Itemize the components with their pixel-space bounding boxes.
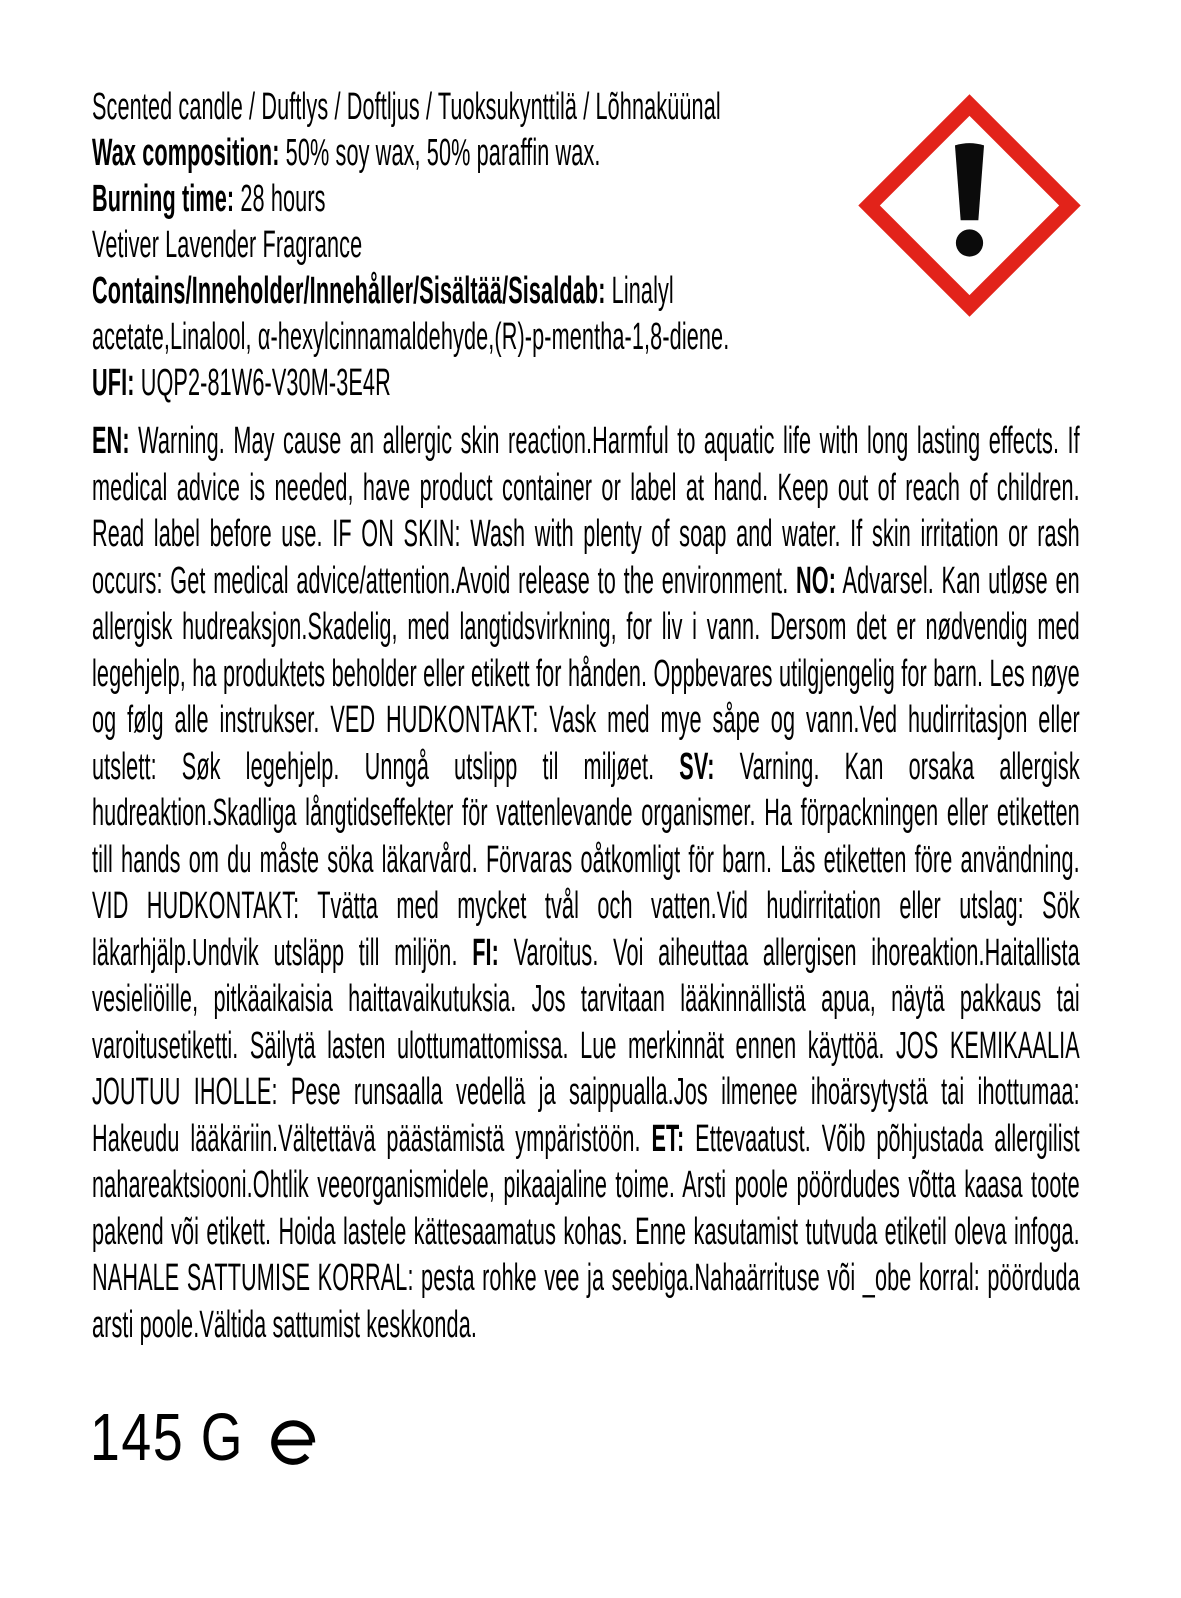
fragrance-line: Vetiver Lavender Fragrance <box>92 224 363 266</box>
language-code: FI: <box>472 931 499 974</box>
language-code: ET: <box>651 1117 685 1160</box>
ufi-line <box>92 360 1080 406</box>
wax-composition-value: 50% soy wax, 50% paraffin wax. <box>279 132 601 174</box>
net-weight-row <box>90 1400 316 1475</box>
estimated-sign-icon <box>270 1419 316 1466</box>
product-names-line: Scented candle / Duftlys / Doftljus / Tuoksukynttilä / Lõhnaküünal <box>92 86 721 128</box>
burning-time-line <box>92 176 1080 222</box>
label-text-column <box>92 84 1080 1348</box>
contains-continuation-line: acetate,Linalool, α-hexylcinnamaldehyde,(R)-p-mentha-1,8-diene. <box>92 316 730 358</box>
wax-composition-line <box>92 130 1080 176</box>
ufi-value: UQP2-81W6-V30M-3E4R <box>134 362 391 404</box>
hazard-warnings-paragraph: EN: Warning. May cause an allergic skin reaction.Harmful to aquatic life with long lasting effects. If medical advice is needed, have product container or label at hand. Keep out of reach of children. Read label before use. IF ON SKIN: Wash with plenty of soap and water. If skin irritation or rash occurs: Get medical advice/attention.Avoid release to the environment. NO: Advarsel. Kan utløse en allergisk hudreaksjon.Skadelig, med langtidsvirkning, for liv i vann. Dersom det er nødvendig med legehjelp, ha produktets beholder eller etikett for hånden. Oppbevares utilgjengelig for barn. Les nøye og følg alle instrukser. VED HUDKONTAKT: Vask med mye såpe og vann.Ved hudirritasjon eller utslett: Søk legehjelp. Unngå utslipp til miljøet. SV: Varning. Kan orsaka allergisk hudreaktion.Skadliga långtidseffekter för vattenlevande organismer. Ha förpackningen eller etiketten till hands om du måste söka läkarvård. Förvaras oåtkomligt för barn. Läs etiketten före användning. VID HUDKONTAKT: Tvätta med mycket tvål och vatten.Vid hudirritation eller utslag: Sök läkarhjälp.Undvik utsläpp till miljön. FI: Varoitus. Voi aiheuttaa allergisen ihoreaktion.Haitallista vesieliöille, pitkäaikaisia haittavaikutuksia. Jos tarvitaan lääkinnällistä apua, näytä pakkaus tai varoitusetiketti. Säilytä lasten ulottumattomissa. Lue merkinnät ennen käyttöä. JOS KEMIKAALIA JOUTUU IHOLLE: Pese runsaalla vedellä ja saippualla.Jos ilmenee ihoärsytystä tai ihottumaa: Hakeudu lääkäriin.Vältettävä päästämistä ympäristöön. ET: Ettevaatust. Võib põhjustada allergilist nahareaktsiooni.Ohtlik veeorganismidele, pikaajaline toime. Arsti poole pöördudes võtta kaasa toote pakend või etikett. Hoida lastele kättesaamatus kohas. Enne kasutamist tutvuda etiketil oleva infoga. NAHALE SATTUMISE KORRAL: pesta rohke vee ja seebiga.Nahaärrituse või _obe korral: pöörduda arsti poole.Vältida sattumist keskkonda. <box>92 420 1080 1346</box>
burning-time-value: 28 hours <box>234 178 326 220</box>
language-code: NO: <box>796 559 837 602</box>
language-code: EN: <box>92 420 130 462</box>
ufi-label: UFI: <box>92 362 135 404</box>
contains-line <box>92 268 1080 314</box>
contains-label: Contains/Inneholder/Innehåller/Sisältää/Sisaldab: <box>92 270 606 312</box>
burning-time-label: Burning time: <box>92 178 235 220</box>
wax-composition-label: Wax composition: <box>92 132 280 174</box>
net-weight-value: 145 G <box>90 1400 245 1475</box>
language-code: SV: <box>679 745 715 788</box>
contains-value: Linalyl <box>605 270 674 312</box>
